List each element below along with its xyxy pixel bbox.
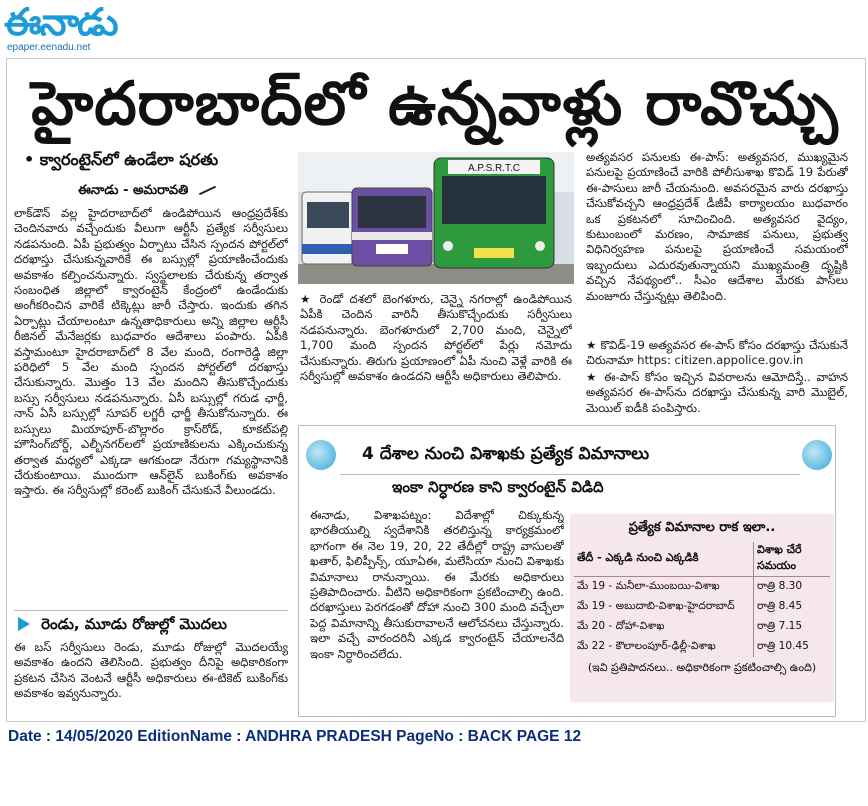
table-row xyxy=(574,597,830,617)
row-route: మే 19 - అబుదాబి-విశాఖ-హైదరాబాద్ xyxy=(577,599,735,612)
row-route: మే 20 - దోహా-విశాఖ xyxy=(577,619,665,632)
page-footer: Date : 14/05/2020 EditionName : ANDHRA PRADESH PageNo : BACK PAGE 12 xyxy=(8,728,582,745)
bus-photo xyxy=(298,152,574,284)
site-name: epaper.eenadu.net xyxy=(7,42,91,53)
flights-subheading: ఇంకా నిర్ధారణ కాని క్వారంటైన్ విడిది xyxy=(392,478,604,496)
bus-photo-illustration xyxy=(298,152,574,284)
flights-table xyxy=(574,542,830,657)
decor-circle-left xyxy=(306,440,336,470)
epass-paragraph: అత్యవసర పనులకు ఈ-పాస్: అత్యవసర, ముఖ్యమైన పనులపై ప్రయాణించే వారికి పోలీసుశాఖ కొవిడ్ 19 పేరుతో ఈ-పాసులు జారీ చేయనుంది. అవసరమైన వారు దరఖాస్తు చేసుకోవచ్చని ఆంధ్రప్రదేశ్ డీజీపీ కార్యాలయం బుధవారం ఒక ప్రకటనలో సూచించింది. అత్యవసర వైద్యం, కుటుంబంలో మరణం, సామాజిక పనులు, ప్రభుత్వ విధినిర్వహణ పనులపై ప్రయాణించే సమయంలో ఇబ్బందులు ఎదురవుతున్నాయని ముఖ్యమంత్రి దృష్టికి వచ్చిన నేపథ్యంలో.. సీఎం ఆదేశాల మేరకు పాస్‌లు మంజూరు చేస్తున్నట్లు తెలిపింది. xyxy=(586,150,848,303)
article-body-col1: లాక్‌డౌన్ వల్ల హైదరాబాద్‌లో ఉండిపోయిన ఆంధ్రప్రదేశ్‌కు చెందినవారు వచ్చేందుకు వీలుగా ఆర్టీసీ ప్రత్యేక సర్వీసులు నడపనుంది. ఏపీ ప్రభుత్వం ఏర్పాటు చేసిన స్పందన పోర్టల్‌లో దరఖాస్తు చేసుకున్నవారికే ఈ బస్సుల్లో ప్రయాణించేందుకు అవకాశం కల్పించనున్నారు. స్వస్థలాలకు చేరుకున్న తర్వాత సంబంధిత జిల్లాలో క్వారంటైన్ కేంద్రంలో ఉండేందుకు అంగీకరించిన వారికే టిక్కెట్లు జారీ చేస్తారు. ఇందుకు తగిన ఏర్పాట్లు చేయాలంటూ ఉన్నతాధికారులు అన్ని జిల్లాల ఆర్టీసీ రీజినల్ మేనేజర్లకు బుధవారం ఆదేశాలు పంపారు. ఏపీకి వస్తామంటూ హైదరాబాద్‌లో 8 వేల మంది, రంగారెడ్డి జిల్లా పరిధిలో 5 వేల మంది స్పందన పోర్టల్‌లో దరఖాస్తు చేసుకున్నారు. మొత్తం 13 వేల మందిని తీసుకొచ్చేందుకు బస్సు సర్వీసులు నడపనున్నారు. ఏసీ బస్సుల్లో గరుడ ఛార్జీ, నాన్ ఏసీ బస్సుల్లో సూపర్ లగ్జరీ ఛార్జీ తీసుకోనున్నారు. ఈ బస్సులు మియాపూర్-బొల్లారం క్రాస్‌రోడ్, కూకట్‌పల్లి హౌసింగ్‌బోర్డ్, ఎల్బీనగర్‌లలో ప్రయాణికులను ఎక్కించుకున్న తర్వాత మధ్యలో ఎక్కడా ఆగకుండా నేరుగా గమ్యస్థానానికి చేరుకుంటాయి. ముందుగా ఆన్‌లైన్ బుకింగ్‌కు అవకాశం ఇస్తారు. ఈ సర్వీసుల్లో కరెంట్ బుకింగ్ చేసుకునే వీలుండదు. xyxy=(14,206,288,498)
header-time: విశాఖ చేరే సమయం xyxy=(754,542,831,577)
row-time: రాత్రి 8.30 xyxy=(754,577,831,598)
flights-table-box xyxy=(570,514,834,702)
byline xyxy=(78,180,214,201)
byline-text: ఈనాడు - అమరావతి xyxy=(78,183,189,198)
row-route: మే 19 - మనీలా-ముంబయి-విశాఖ xyxy=(577,579,720,592)
bus-green xyxy=(434,158,554,268)
bus-purple xyxy=(352,188,432,266)
section-divider xyxy=(340,474,800,475)
epass-website: ★ కొవిడ్-19 అత్యవసర ఈ-పాస్ కోసం దరఖాస్తు చేసుకునే చిరునామా https: citizen.appolice.gov.in xyxy=(586,338,848,368)
article-subheading: • క్వారంటైన్‌లో ఉండేలా షరతు xyxy=(24,150,219,169)
header-route: తేదీ - ఎక్కడి నుంచి ఎక్కడికి xyxy=(574,542,754,577)
arrow-icon xyxy=(18,617,30,631)
col1-subheading: రెండు, మూడు రోజుల్లో మొదలు xyxy=(41,615,227,633)
bus-label: A.P.S.R.T.C xyxy=(467,163,521,174)
decor-circle-right xyxy=(802,440,832,470)
photo-caption: ★ రెండో దశలో బెంగళూరు, చెన్నై నగరాల్లో ఉండిపోయిన ఏపీకి చెందిన వారినీ తీసుకొచ్చేందుకు సర్వీసులు నడపనున్నారు. బెంగళూరులో 2,700 మంది, చెన్నైలో 1,700 మంది స్పందన పోర్టల్‌లో పేర్లు నమోదు చేసుకున్నారు. తిరుగు ప్రయాణంలో ఏపీ నుంచి వెళ్లే వారికి ఈ సర్వీసుల్లో అవకాశం ఉండదని ఆర్టీసీ అధికారులు తెలిపారు. xyxy=(300,292,572,384)
eenadu-logo xyxy=(4,2,154,54)
logo-text: ఈనాడు xyxy=(4,0,117,44)
flights-table-header xyxy=(574,542,830,577)
flights-table-title: ప్రత్యేక విమానాల రాక ఇలా.. xyxy=(628,520,776,535)
row-time: రాత్రి 8.45 xyxy=(754,597,831,617)
row-time: రాత్రి 7.15 xyxy=(754,617,831,637)
flights-body: ఈనాడు, విశాఖపట్నం: విదేశాల్లో చిక్కుకున్న భారతీయుల్ని స్వదేశానికి తరలిస్తున్న కార్యక్రమంలో భాగంగా ఈ నెల 19, 20, 22 తేదీల్లో రాష్ట్ర వాసులతో ఖతార్, ఫిలిప్పీన్స్, యూఏఈ, మలేసియా నుంచి విశాఖకు విమానాలు రానున్నాయి. ఈ మేరకు అధికారులు ప్రతిపాదించారు. వీటిని అధికారికంగా ప్రకటించాల్సి ఉంది. దరఖాస్తులు పెరగడంతో దోహా నుంచి 300 మంది వచ్చేలా పెద్ద విమానాన్ని తీసుకురావాలనే ఆలోచనలు చేస్తున్నారు. ఇలా వచ్చే వారందరినీ ఎక్కడ క్వారంటైన్ చేయాలనేది ఇంకా నిర్ధారించలేదు. xyxy=(310,508,564,661)
table-row xyxy=(574,637,830,657)
row-route: మే 22 - కౌలాలంపూర్-ఢిల్లీ-విశాఖ xyxy=(577,639,716,652)
epass-approval: ★ ఈ-పాస్ కోసం ఇచ్చిన వివరాలను ఆమోదిస్తే.. వాహన అత్యవసర ఈ-పాస్‌ను దరఖాస్తు చేసుకున్న వారి మొబైల్, మెయిల్ ఐడీకి పంపిస్తారు. xyxy=(586,370,848,415)
flights-table-note: (ఇవి ప్రతిపాదనలు.. అధికారికంగా ప్రకటించాల్సి ఉంది) xyxy=(587,661,817,674)
article-body-col1-end: ఈ బస్ సర్వీసులు రెండు, మూడు రోజుల్లో మొదలయ్యే అవకాశం ఉందని తెలిసింది. ప్రభుత్వం దీనిపై అధికారికంగా ప్రకటన చేసిన వెంటనే ఆర్టీసీ అధికారులు ఈ-టికెట్ బుకింగ్‌కు అవకాశం ఇవ్వనున్నారు. xyxy=(14,640,288,701)
flights-heading: 4 దేశాల నుంచి విశాఖకు ప్రత్యేక విమానాలు xyxy=(362,444,650,464)
row-time: రాత్రి 10.45 xyxy=(754,637,831,657)
col1-subheading-box xyxy=(14,610,288,637)
table-row xyxy=(574,617,830,637)
bus-white xyxy=(302,192,354,264)
table-row xyxy=(574,577,830,598)
headline: హైదరాబాద్‌లో ఉన్నవాళ్లు రావొచ్చు xyxy=(31,69,839,139)
